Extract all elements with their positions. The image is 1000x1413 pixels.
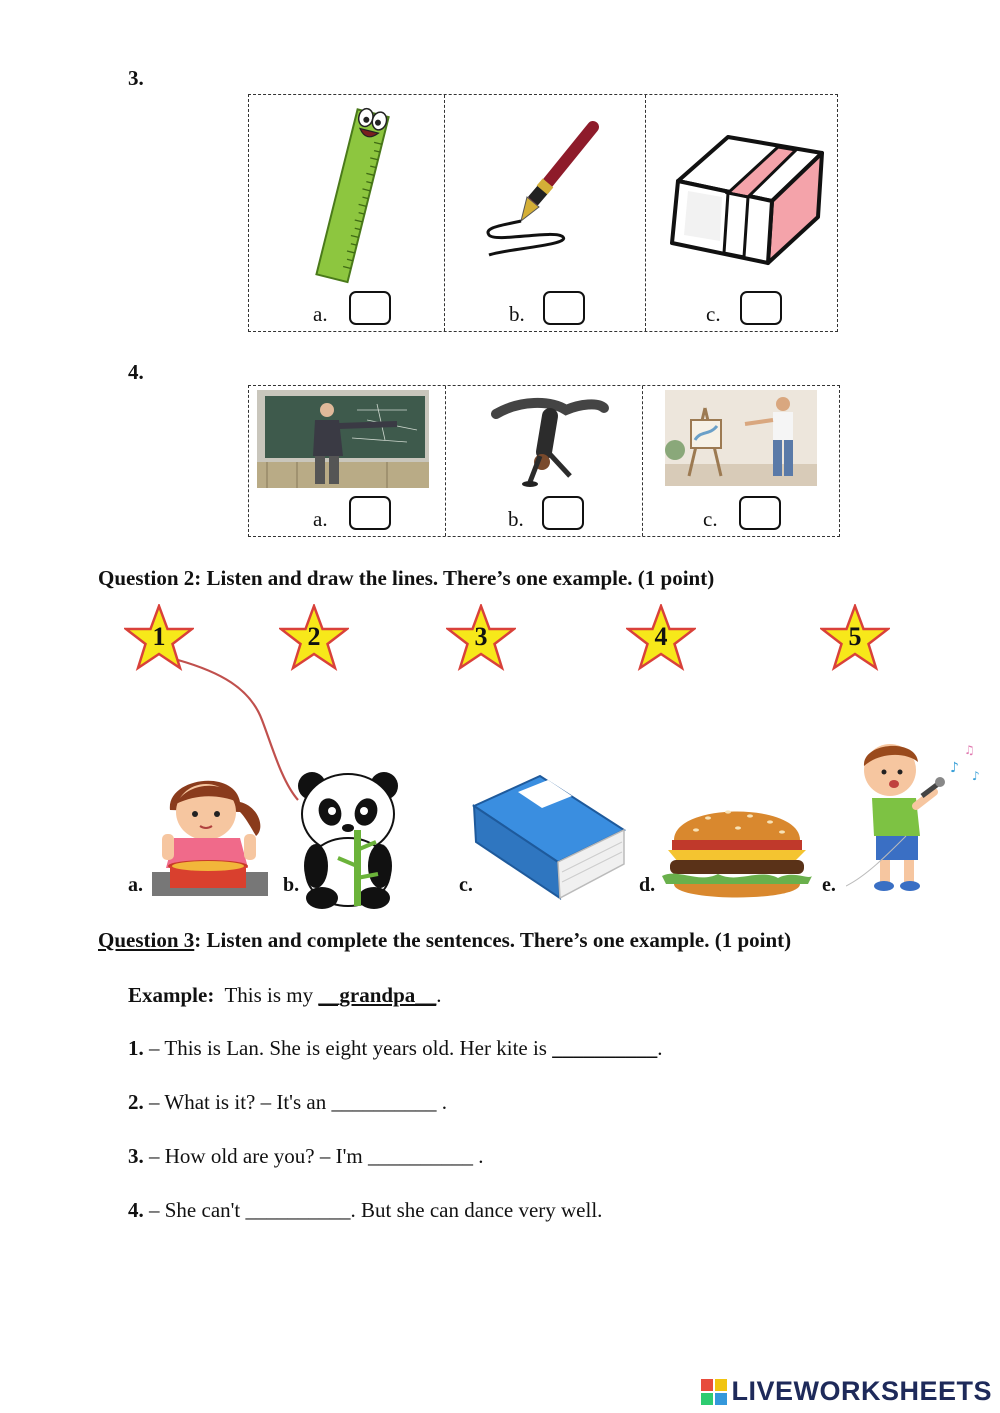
answer-blank-input[interactable]: __________ [245,1198,351,1222]
liveworksheets-brand[interactable] [701,1376,992,1407]
liveworksheets-logo-icon [701,1379,727,1405]
star-5[interactable] [820,604,890,672]
sentence-3 [128,1144,483,1169]
sentence-number: 2. [128,1090,144,1114]
sentence-text: – What is it? – It's an [149,1090,327,1114]
answer-blank-input[interactable]: __________ [367,1144,473,1168]
question-2-heading: Question 2: Listen and draw the lines. There’s one example. (1 point) [98,566,715,590]
item-4-number: 4. [128,360,144,384]
star-1[interactable] [124,604,194,672]
option-letter: b. [508,507,524,531]
question-3-heading [98,928,791,953]
picture-letter-d: d. [639,874,656,896]
sentence-number: 3. [128,1144,144,1168]
sentence-text: – This is Lan. She is eight years old. Her kite is [149,1036,547,1060]
answer-blank-input[interactable]: __________ [331,1090,437,1114]
panda-image[interactable] [294,766,402,910]
sentence-end: . But she can dance very well. [350,1198,603,1222]
star-4[interactable] [626,604,696,672]
book-image[interactable] [470,772,630,902]
picture-letter-e: e. [822,874,836,896]
example-sentence [128,983,442,1008]
option-letter: c. [706,302,721,326]
question-3-instructions: : Listen and complete the sentences. There’s one example. (1 point) [194,928,792,952]
example-answer: __grandpa__ [318,983,437,1007]
star-number: 2 [307,622,321,651]
boy-singing-image[interactable] [846,736,986,896]
girl-cooking-image[interactable] [148,772,273,900]
svg-text:♫: ♫ [964,743,975,757]
example-period: . [436,983,442,1007]
item-3-number: 3. [128,66,144,90]
sentence-4 [128,1198,602,1223]
example-text: This is my [224,983,314,1007]
answer-blank-input[interactable]: __________ [552,1036,658,1060]
sentence-end: . [472,1144,484,1168]
sentence-number: 1. [128,1036,144,1060]
question-3-label: Question 3 [98,928,195,952]
star-number: 4 [654,622,668,651]
picture-letter-c: c. [459,874,473,896]
star-number: 3 [474,622,488,651]
sentence-end: . [657,1036,663,1060]
sentence-text: – She can't [149,1198,241,1222]
example-label: Example: [128,983,215,1007]
picture-letter-a: a. [128,874,143,896]
option-letter: b. [509,302,525,326]
sentence-2 [128,1090,447,1115]
brand-name: LIVEWORKSHEETS [731,1376,992,1406]
sentence-1 [128,1036,662,1061]
svg-text:♪: ♪ [950,760,959,776]
option-letter: a. [313,507,328,531]
star-number: 5 [848,622,862,651]
picture-letter-b: b. [283,874,300,896]
option-letter: c. [703,507,718,531]
star-number: 1 [152,622,166,651]
option-letter: a. [313,302,328,326]
star-3[interactable] [446,604,516,672]
star-2[interactable] [279,604,349,672]
sentence-text: – How old are you? – I'm [149,1144,363,1168]
hamburger-image[interactable] [658,798,816,908]
svg-text:♪: ♪ [972,769,980,783]
sentence-number: 4. [128,1198,144,1222]
sentence-end: . [436,1090,447,1114]
